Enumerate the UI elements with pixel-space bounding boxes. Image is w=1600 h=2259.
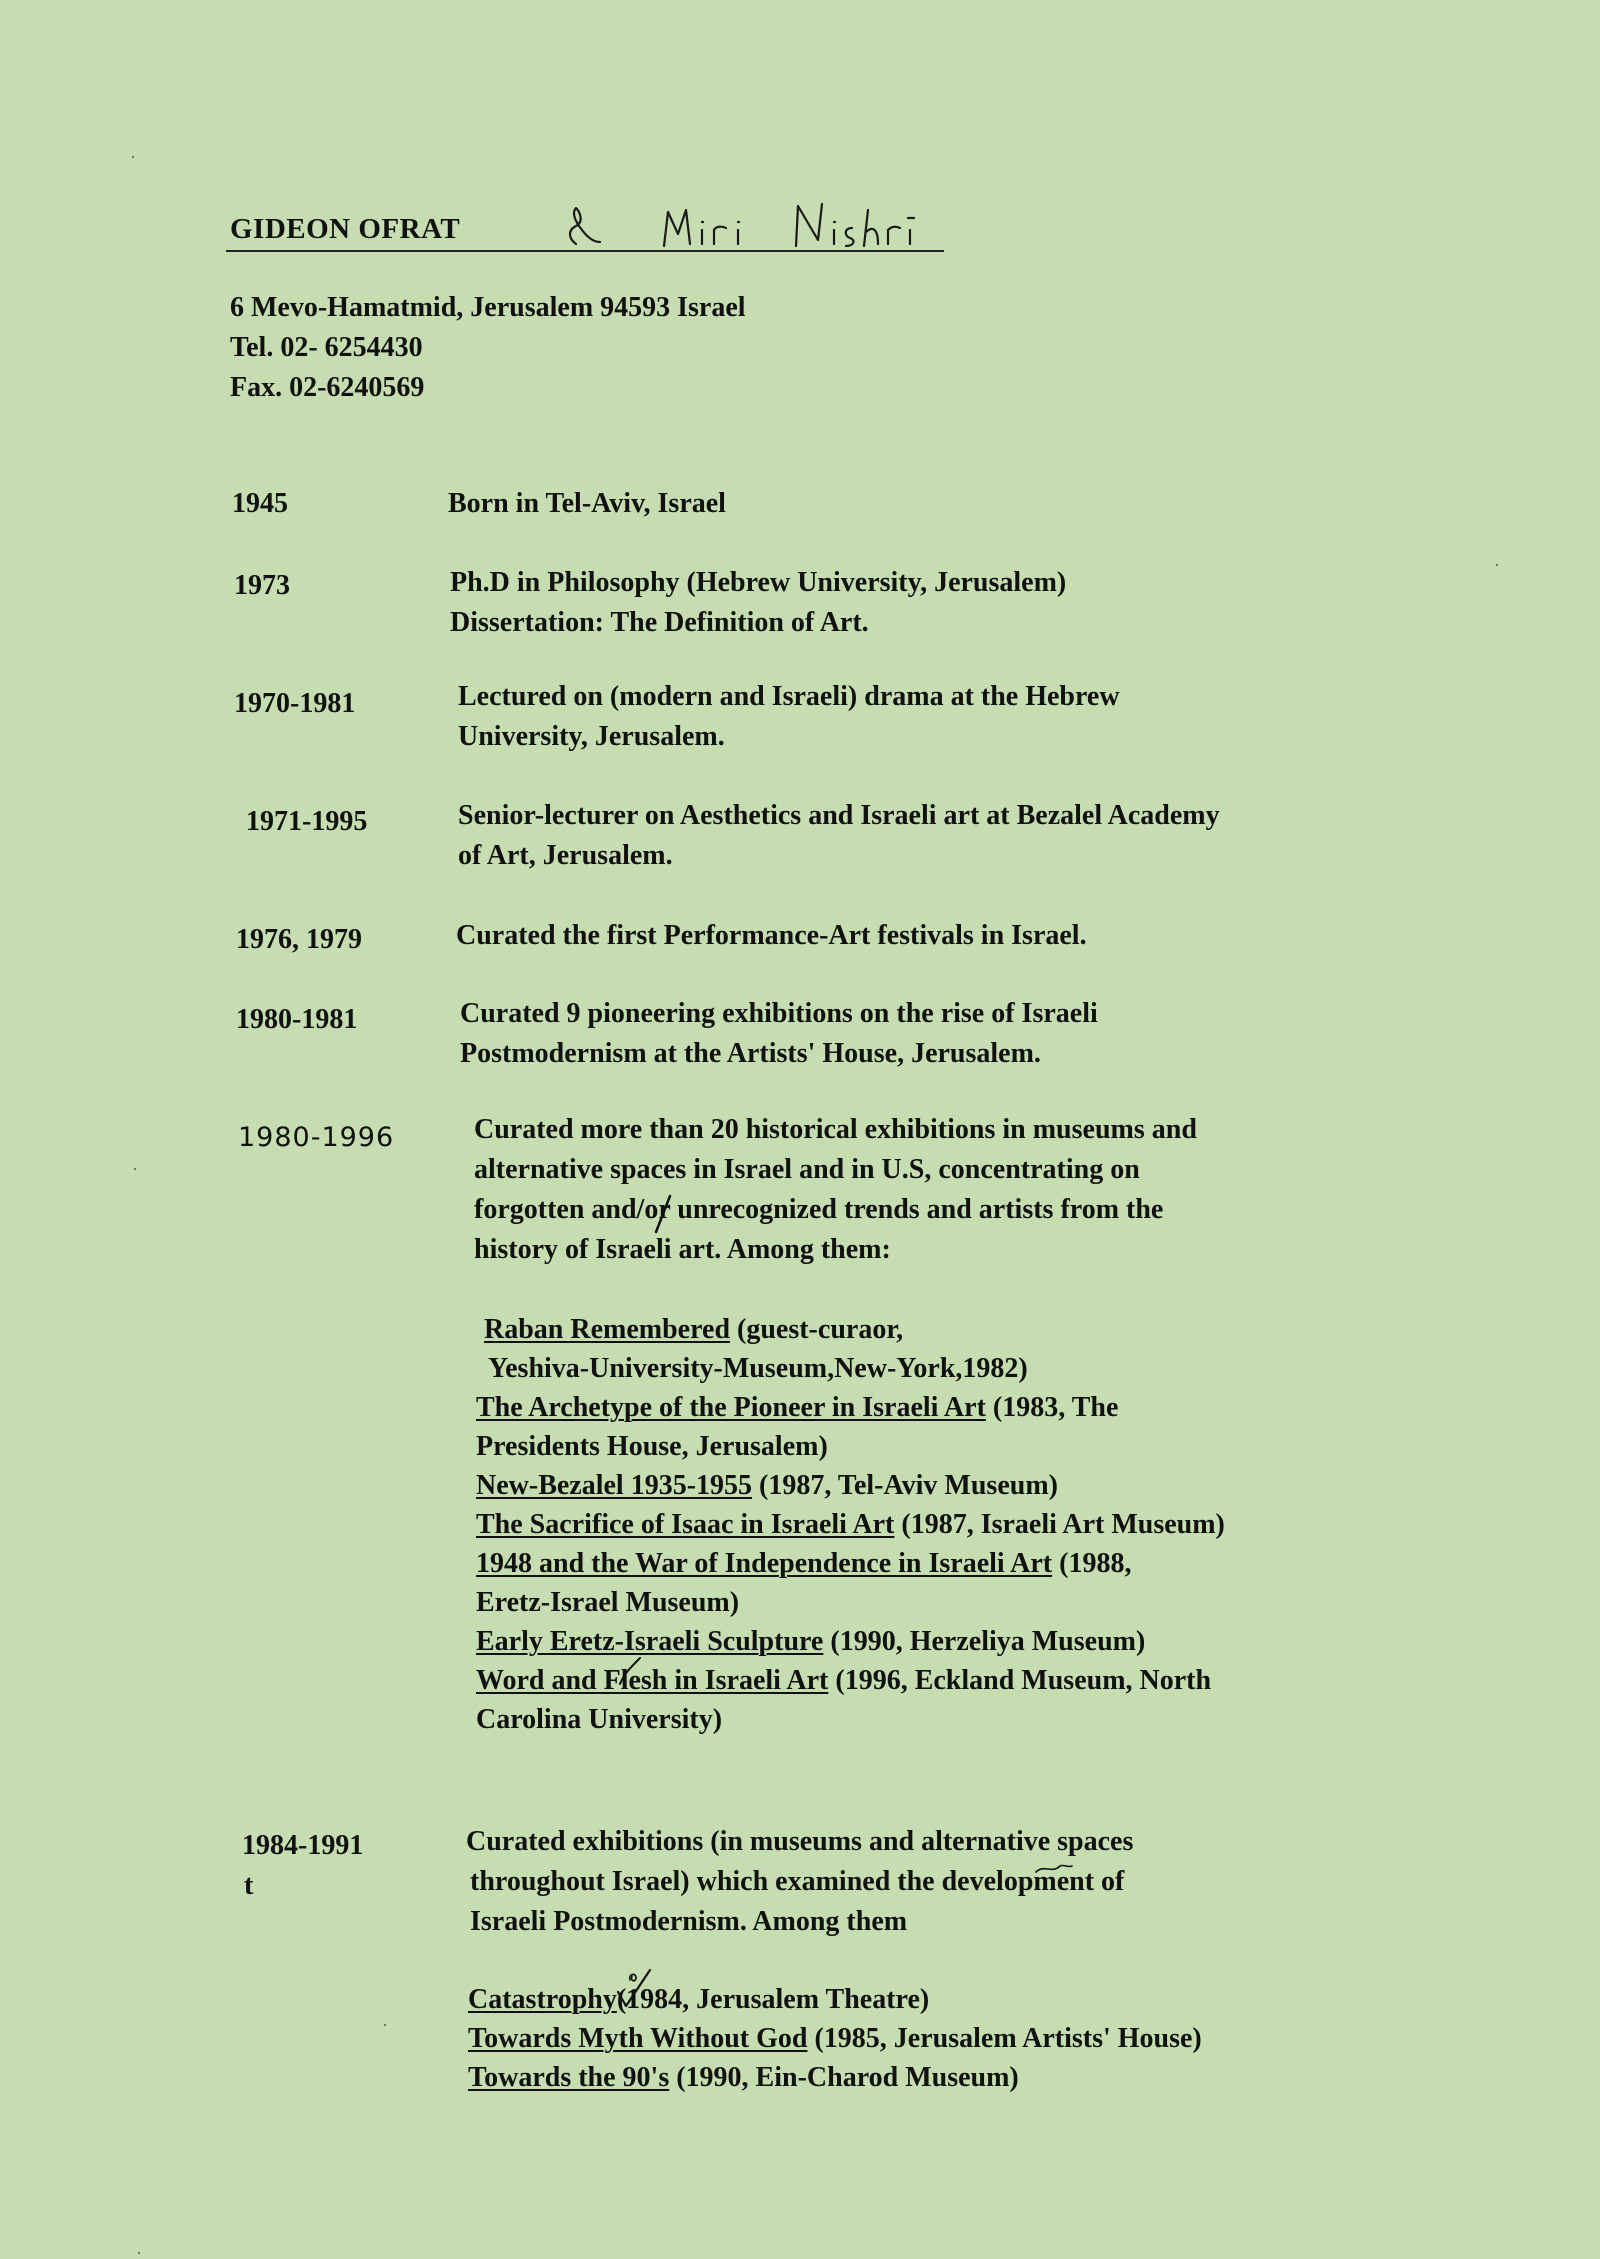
header [226,190,944,260]
entry-year-1973: 1973 [234,570,290,601]
exhibition-title: Early Eretz-Israeli Sculpture [476,1626,824,1657]
exhibition-details: (1996, Eckland Museum, North [828,1665,1212,1696]
handwritten-squiggle-mark [1034,1862,1074,1876]
exhibition-details: Yeshiva-University-Museum,New-York,1982) [488,1353,1028,1384]
entry-desc-1984-1991 [466,1822,1133,1942]
entry-desc-1973 [450,563,1066,643]
entry-desc-1970-1981 [458,677,1120,757]
entry-line: history of Israeli art. Among them: [474,1234,891,1265]
entry-line: alternative spaces in Israel and in U.S, concentrating on [474,1154,1140,1185]
exhibition-details: (1990, Ein-Charod Museum) [669,2062,1019,2093]
entry-line: throughout Israel) which examined the development of [470,1866,1125,1897]
list-item [476,1544,1225,1583]
scan-speck [132,156,134,158]
exhibition-details: Carolina University) [476,1704,723,1735]
list-item [476,1310,1225,1349]
entry-line: Ph.D in Philosophy (Hebrew University, Jerusalem) [450,567,1067,598]
exhibition-details: (1984, Jerusalem Theatre) [616,1984,930,2015]
entry-line: University, Jerusalem. [458,721,725,752]
entry-desc-1945 [448,484,726,524]
entry-desc-1971-1995 [458,796,1220,876]
list-item [476,1505,1225,1544]
handwritten-slash-mark [652,1192,674,1236]
exhibition-title: 1948 and the War of Independence in Israeli Art [476,1548,1053,1579]
entry-year-1980-1981: 1980-1981 [236,1004,358,1035]
entry-line: Dissertation: The Definition of Art. [450,607,869,638]
exhibition-details: Eretz-Israel Museum) [476,1587,740,1618]
exhibition-details: (1988, [1052,1548,1132,1579]
exhibition-details: Presidents House, Jerusalem) [476,1431,828,1462]
exhibition-details: (1987, Tel-Aviv Museum) [752,1470,1058,1501]
entry-desc-1980-1996 [474,1110,1197,1270]
entry-line: Curated exhibitions (in museums and alternative spaces [466,1826,1134,1857]
scan-speck [1496,564,1498,566]
address: 6 Mevo-Hamatmid, Jerusalem 94593 Israel [230,292,746,323]
entry-year-1984-1991: 1984-1991 [242,1830,364,1861]
exhibition-title: Towards Myth Without God [468,2023,808,2054]
entry-line: Curated more than 20 historical exhibitions in museums and [474,1114,1197,1145]
exhibition-title: New-Bezalel 1935-1955 [476,1470,753,1501]
exhibition-details: (guest-curaor, [730,1314,904,1345]
entry-line: Postmodernism at the Artists' House, Jerusalem. [460,1038,1041,1069]
scan-speck [384,2024,386,2026]
entry-year-1976-1979: 1976, 1979 [236,924,362,955]
list-item [468,2019,1202,2058]
signature-text: & Miri Nishri [546,190,552,191]
list-item [476,1583,1225,1622]
entry-line: forgotten and/or unrecognized trends and artists from the [474,1194,1164,1225]
entry-line: Curated the first Performance-Art festivals in Israel. [456,920,1087,951]
entry-line: Israeli Postmodernism. Among them [470,1906,908,1937]
scan-speck [138,2252,140,2254]
list-item [476,1700,1225,1739]
list-item [476,1427,1225,1466]
fax: Fax. 02-6240569 [230,372,425,403]
entry-year-1970-1981: 1970-1981 [234,688,356,719]
exhibition-title: The Archetype of the Pioneer in Israeli Art [476,1392,986,1423]
list-item [476,1388,1225,1427]
exhibition-details: (1990, Herzeliya Museum) [823,1626,1146,1657]
entry-line: Born in Tel-Aviv, Israel [448,488,726,519]
exhibition-details: (1987, Israeli Art Museum) [894,1509,1225,1540]
list-item [476,1622,1225,1661]
exhibition-details: (1983, The [985,1392,1119,1423]
list-item [468,1980,1202,2019]
handwritten-signature [546,190,946,258]
exhibition-list-1980-1996 [476,1310,1225,1739]
entry-year-suffix: t [244,1870,254,1901]
exhibition-details: (1985, Jerusalem Artists' House) [807,2023,1202,2054]
list-item [476,1661,1225,1700]
handwritten-check-mark [614,1966,654,2012]
entry-line: Senior-lecturer on Aesthetics and Israeli art at Bezalel Academy [458,800,1220,831]
exhibition-title: The Sacrifice of Isaac in Israeli Art [476,1509,895,1540]
telephone: Tel. 02- 6254430 [230,332,423,363]
list-item [468,2058,1202,2097]
exhibition-list-1984-1991 [468,1980,1202,2097]
entry-year-1980-1996: 1980-1996 [238,1122,395,1153]
handwritten-correction-mark [616,1654,644,1694]
entry-line: Lectured on (modern and Israeli) drama at the Hebrew [458,681,1120,712]
list-item [476,1466,1225,1505]
scan-speck [134,1168,136,1170]
entry-line: Curated 9 pioneering exhibitions on the rise of Israeli [460,998,1098,1029]
entry-year-1971-1995: 1971-1995 [246,806,368,837]
exhibition-title: Towards the 90's [468,2062,670,2093]
header-rule [226,250,944,252]
contact-block [230,288,746,408]
exhibition-title: Catastrophy [468,1984,617,2015]
entry-line: of Art, Jerusalem. [458,840,673,871]
exhibition-title: Raban Remembered [484,1314,731,1345]
entry-year-1945: 1945 [232,488,288,519]
entry-desc-1976-1979 [456,916,1087,956]
list-item [476,1349,1225,1388]
entry-desc-1980-1981 [460,994,1098,1074]
exhibition-title: Word and Flesh in Israeli Art [476,1665,829,1696]
author-name: GIDEON OFRAT [230,213,461,245]
